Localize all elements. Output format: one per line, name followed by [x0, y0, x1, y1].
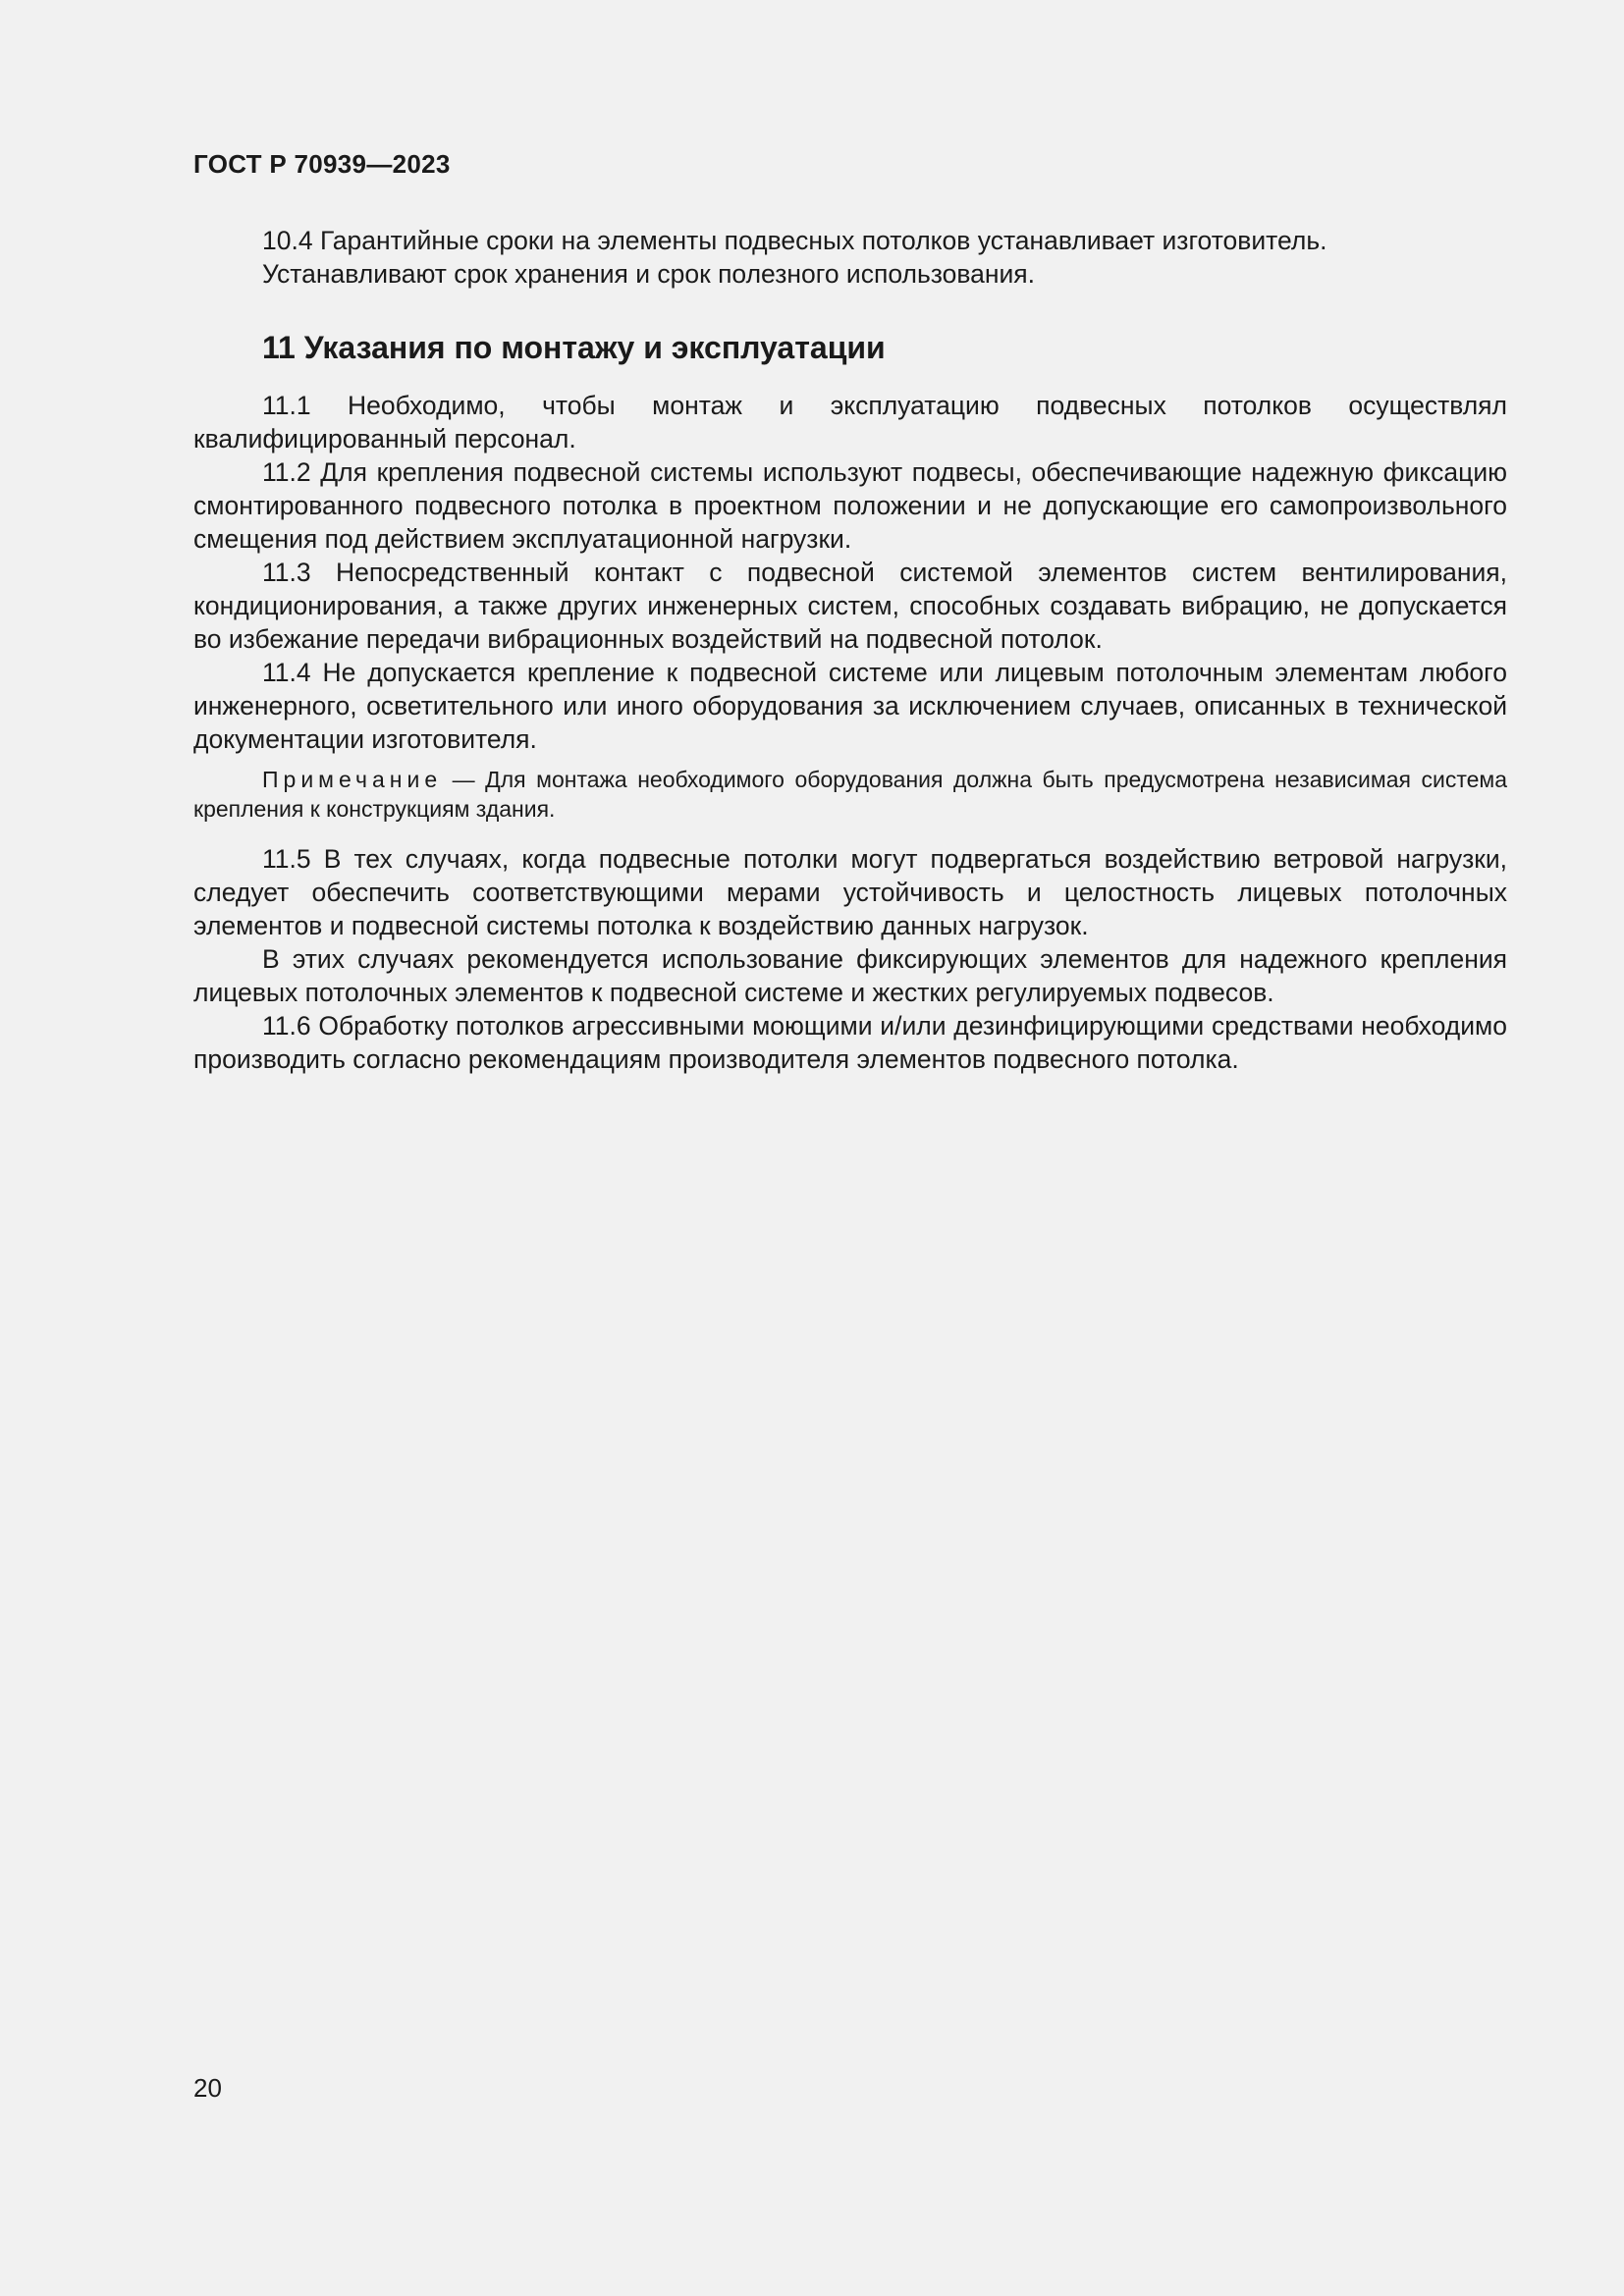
- section-11-body-continued: [193, 842, 1507, 1076]
- paragraph-11-5-continued: В этих случаях рекомендуется использование фиксирующих элементов для надежного крепления лицевых потолочных элементов к подвесной системе и жестких регулируемых подвесов.: [193, 944, 1507, 1007]
- paragraph-10-4: 10.4 Гарантийные сроки на элементы подвесных потолков устанавливает изготовитель.: [262, 226, 1327, 255]
- note-text: — Для монтажа необходимого оборудования должна быть предусмотрена независимая система крепления к конструкциям здания.: [193, 767, 1507, 822]
- paragraph-11-2: 11.2 Для крепления подвесной системы используют подвесы, обеспечивающие надежную фиксацию смонтированного подвесного потолка в проектном положении и не допускающие его самопроизвольного смещения под действием эксплуатационной нагрузки.: [193, 457, 1507, 554]
- page-number: 20: [193, 2073, 222, 2103]
- section-11-heading: 11 Указания по монтажу и эксплуатации: [262, 330, 886, 365]
- section-10-4: [193, 224, 1507, 291]
- paragraph-11-1: 11.1 Необходимо, чтобы монтаж и эксплуатацию подвесных потолков осуществлял квалифицированный персонал.: [193, 391, 1507, 454]
- note: [193, 765, 1507, 824]
- paragraph-11-5: 11.5 В тех случаях, когда подвесные потолки могут подвергаться воздействию ветровой нагрузки, следует обеспечить соответствующими мерами устойчивость и целостность лицевых потолочных элементов и подвесной системы потолка к воздействию данных нагрузок.: [193, 844, 1507, 940]
- note-label: Примечание: [262, 767, 443, 792]
- paragraph-11-4: 11.4 Не допускается крепление к подвесной системе или лицевым потолочным элементам любого инженерного, осветительного или иного оборудования за исключением случаев, описанных в технической документации изготовителя.: [193, 658, 1507, 754]
- paragraph-10-4-continued: Устанавливают срок хранения и срок полезного использования.: [262, 259, 1036, 289]
- paragraph-11-3: 11.3 Непосредственный контакт с подвесной системой элементов систем вентилирования, кондиционирования, а также других инженерных систем, способных создавать вибрацию, не допускается во избежание передачи вибрационных воздействий на подвесной потолок.: [193, 558, 1507, 654]
- section-11-body: [193, 389, 1507, 756]
- paragraph-11-6: 11.6 Обработку потолков агрессивными моющими и/или дезинфицирующими средствами необходимо производить согласно рекомендациям производителя элементов подвесного потолка.: [193, 1011, 1507, 1074]
- document-header: ГОСТ Р 70939—2023: [193, 149, 451, 179]
